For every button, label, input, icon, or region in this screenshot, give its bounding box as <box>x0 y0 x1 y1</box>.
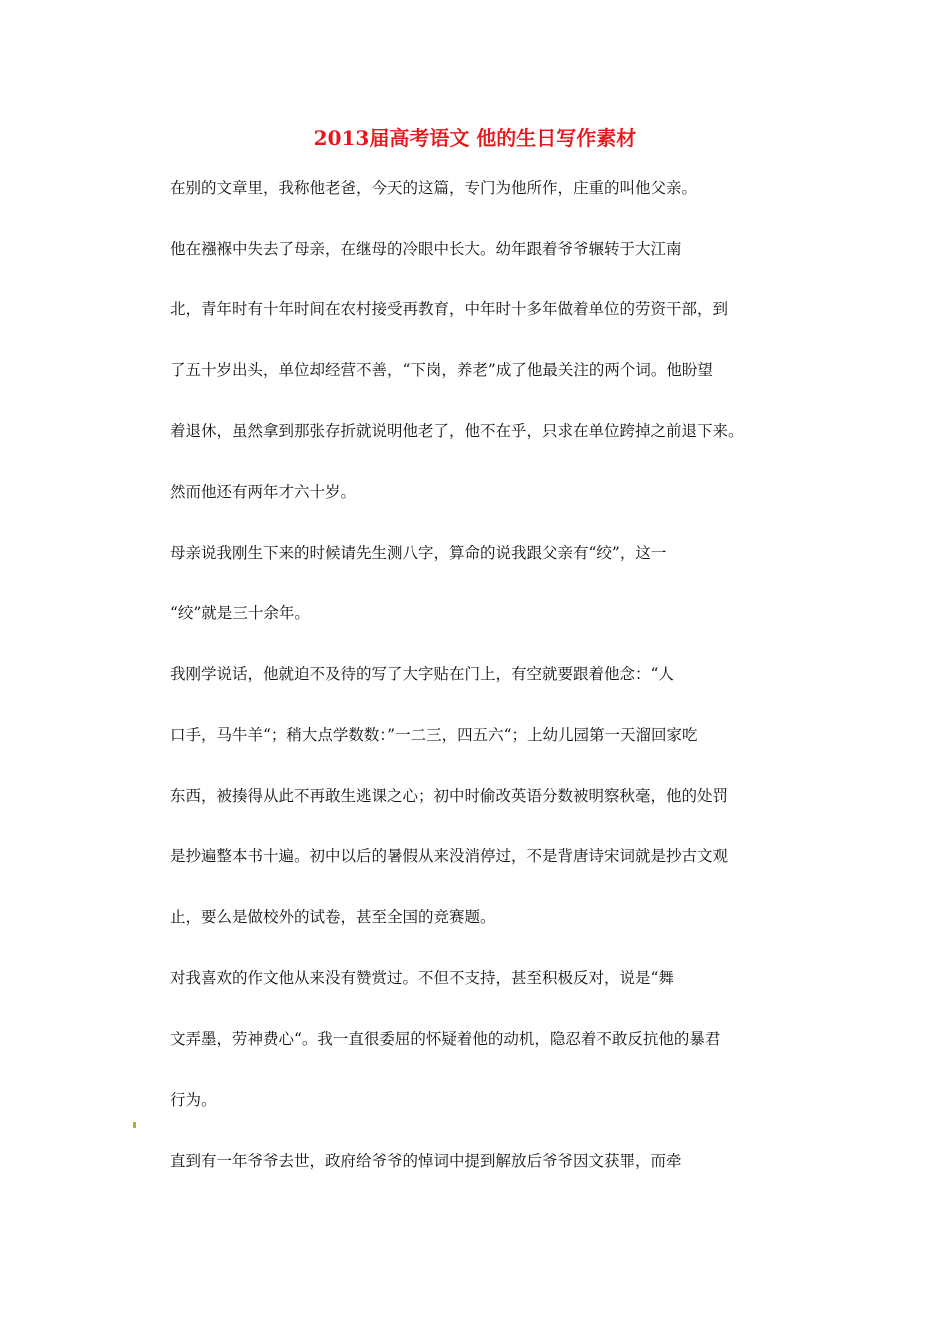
text-line: “绞”就是三十余年。 <box>170 604 310 622</box>
text-line: 直到有一年爷爷去世，政府给爷爷的悼词中提到解放后爷爷因文获罪，而牵 <box>170 1152 682 1170</box>
text-line: 东西，被揍得从此不再敢生逃课之心；初中时偷改英语分数被明察秋毫，他的处罚 <box>170 787 729 805</box>
text-line: 对我喜欢的作文他从来没有赞赏过。不但不支持，甚至积极反对，说是“舞 <box>170 969 674 987</box>
text-line: 止，要么是做校外的试卷，甚至全国的竞赛题。 <box>170 908 496 926</box>
text-line: 行为。 <box>170 1091 217 1109</box>
text-line: 着退休，虽然拿到那张存折就说明他老了，他不在乎，只求在单位跨掉之前退下来。 <box>170 422 744 440</box>
text-line: 文弄墨，劳神费心“。我一直很委屈的怀疑着他的动机，隐忍着不敢反抗他的暴君 <box>170 1030 721 1048</box>
text-line: 口手，马牛羊“；稍大点学数数：”一二三，四五六“；上幼儿园第一天溜回家吃 <box>170 726 698 744</box>
text-line: 然而他还有两年才六十岁。 <box>170 483 357 501</box>
margin-marker <box>133 1122 136 1128</box>
text-line: 母亲说我刚生下来的时候请先生测八字，算命的说我跟父亲有“绞”，这一 <box>170 544 667 562</box>
text-line: 是抄遍整本书十遍。初中以后的暑假从来没消停过，不是背唐诗宋词就是抄古文观 <box>170 847 729 865</box>
text-line: 了五十岁出头，单位却经营不善，“下岗，养老”成了他最关注的两个词。他盼望 <box>170 361 713 379</box>
text-line: 在别的文章里，我称他老爸，今天的这篇，专门为他所作，庄重的叫他父亲。 <box>170 179 698 197</box>
document-title: 2013届高考语文 他的生日写作素材 <box>313 126 637 150</box>
text-line: 北，青年时有十年时间在农村接受再教育，中年时十多年做着单位的劳资干部，到 <box>170 300 729 318</box>
text-line: 我刚学说话，他就迫不及待的写了大字贴在门上，有空就要跟着他念：“人 <box>170 665 674 683</box>
text-line: 他在襁褓中失去了母亲，在继母的冷眼中长大。幼年跟着爷爷辗转于大江南 <box>170 240 682 258</box>
